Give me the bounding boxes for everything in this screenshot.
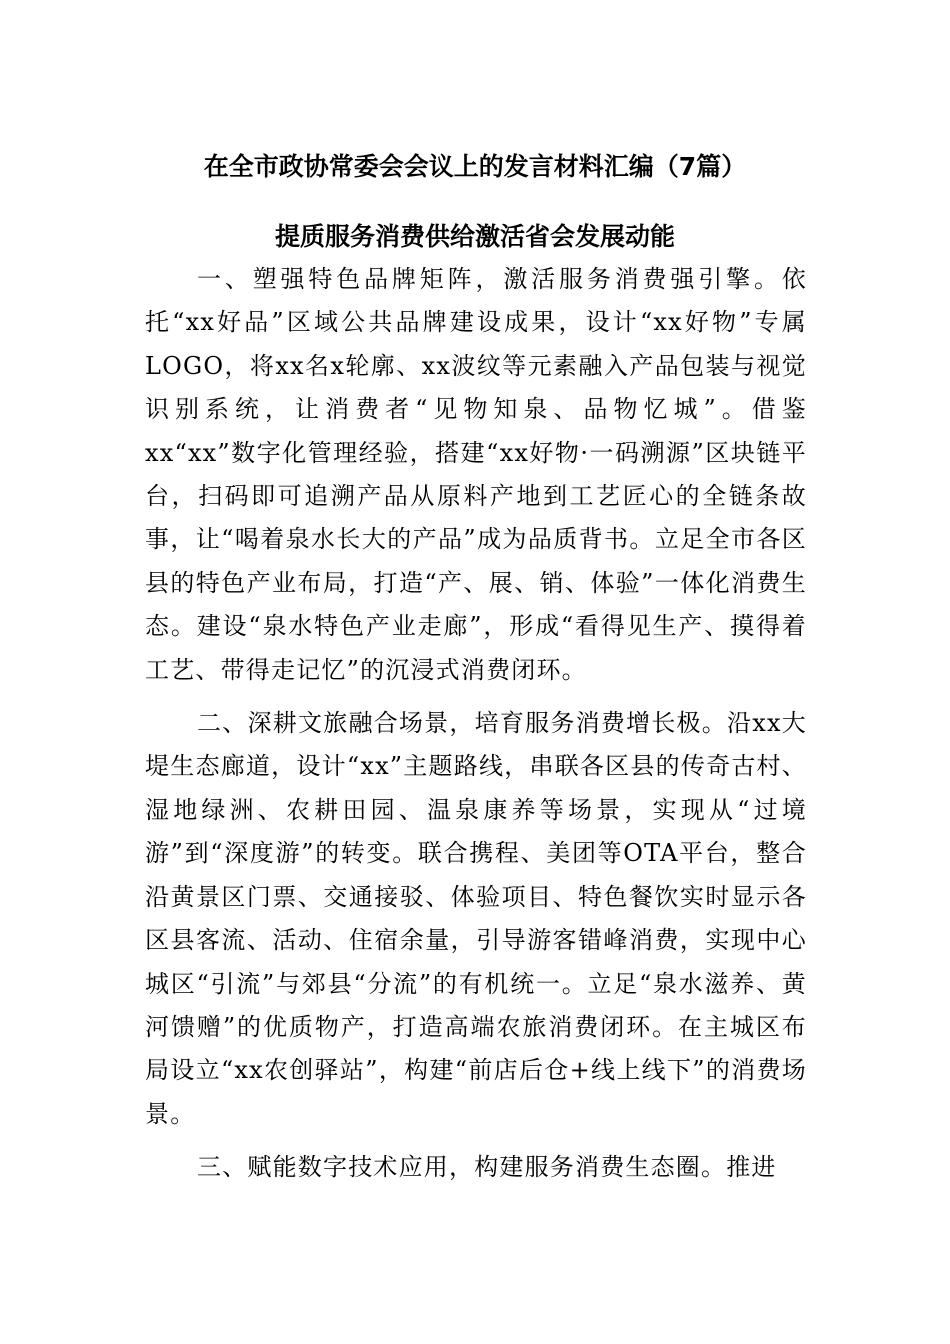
paragraph-3: 三、赋能数字技术应用，构建服务消费生态圈。推进	[197, 1153, 777, 1182]
section-title: 提质服务消费供给激活省会发展动能	[274, 222, 675, 251]
document-body	[145, 258, 807, 1190]
paragraph-1: 一、塑强特色品牌矩阵，激活服务消费强引擎。依托“xx好品”区域公共品牌建设成果，设计“xx好物”专属LOGO，将xx名x轮廓、xx波纹等元素融入产品包装与视觉识别系统，让消费者“见物知泉、品物忆城”。借鉴xx“xx”数字化管理经验，搭建“xx好物·一码溯源”区块链平台，扫码即可追溯产品从原料产地到工艺匠心的全链条故事，让“喝着泉水长大的产品”成为品质背书。立足全市各区县的特色产业布局，打造“产、展、销、体验”一体化消费生态。建设“泉水特色产业走廊”，形成“看得见生产、摸得着工艺、带得走记忆”的沉浸式消费闭环。	[145, 265, 807, 684]
document-title: 在全市政协常委会会议上的发言材料汇编（7篇）	[203, 152, 747, 181]
paragraph-2: 二、深耕文旅融合场景，培育服务消费增长极。沿xx大堤生态廊道，设计“xx”主题路线，串联各区县的传奇古村、湿地绿洲、农耕田园、温泉康养等场景，实现从“过境游”到“深度游”的转变。联合携程、美团等OTA平台，整合沿黄景区门票、交通接驳、体验项目、特色餐饮实时显示各区县客流、活动、住宿余量，引导游客错峰消费，实现中心城区“引流”与郊县“分流”的有机统一。立足“泉水滋养、黄河馈赠”的优质物产，打造高端农旅消费闭环。在主城区布局设立“xx农创驿站”，构建“前店后仓+线上线下”的消费场景。	[145, 709, 807, 1128]
